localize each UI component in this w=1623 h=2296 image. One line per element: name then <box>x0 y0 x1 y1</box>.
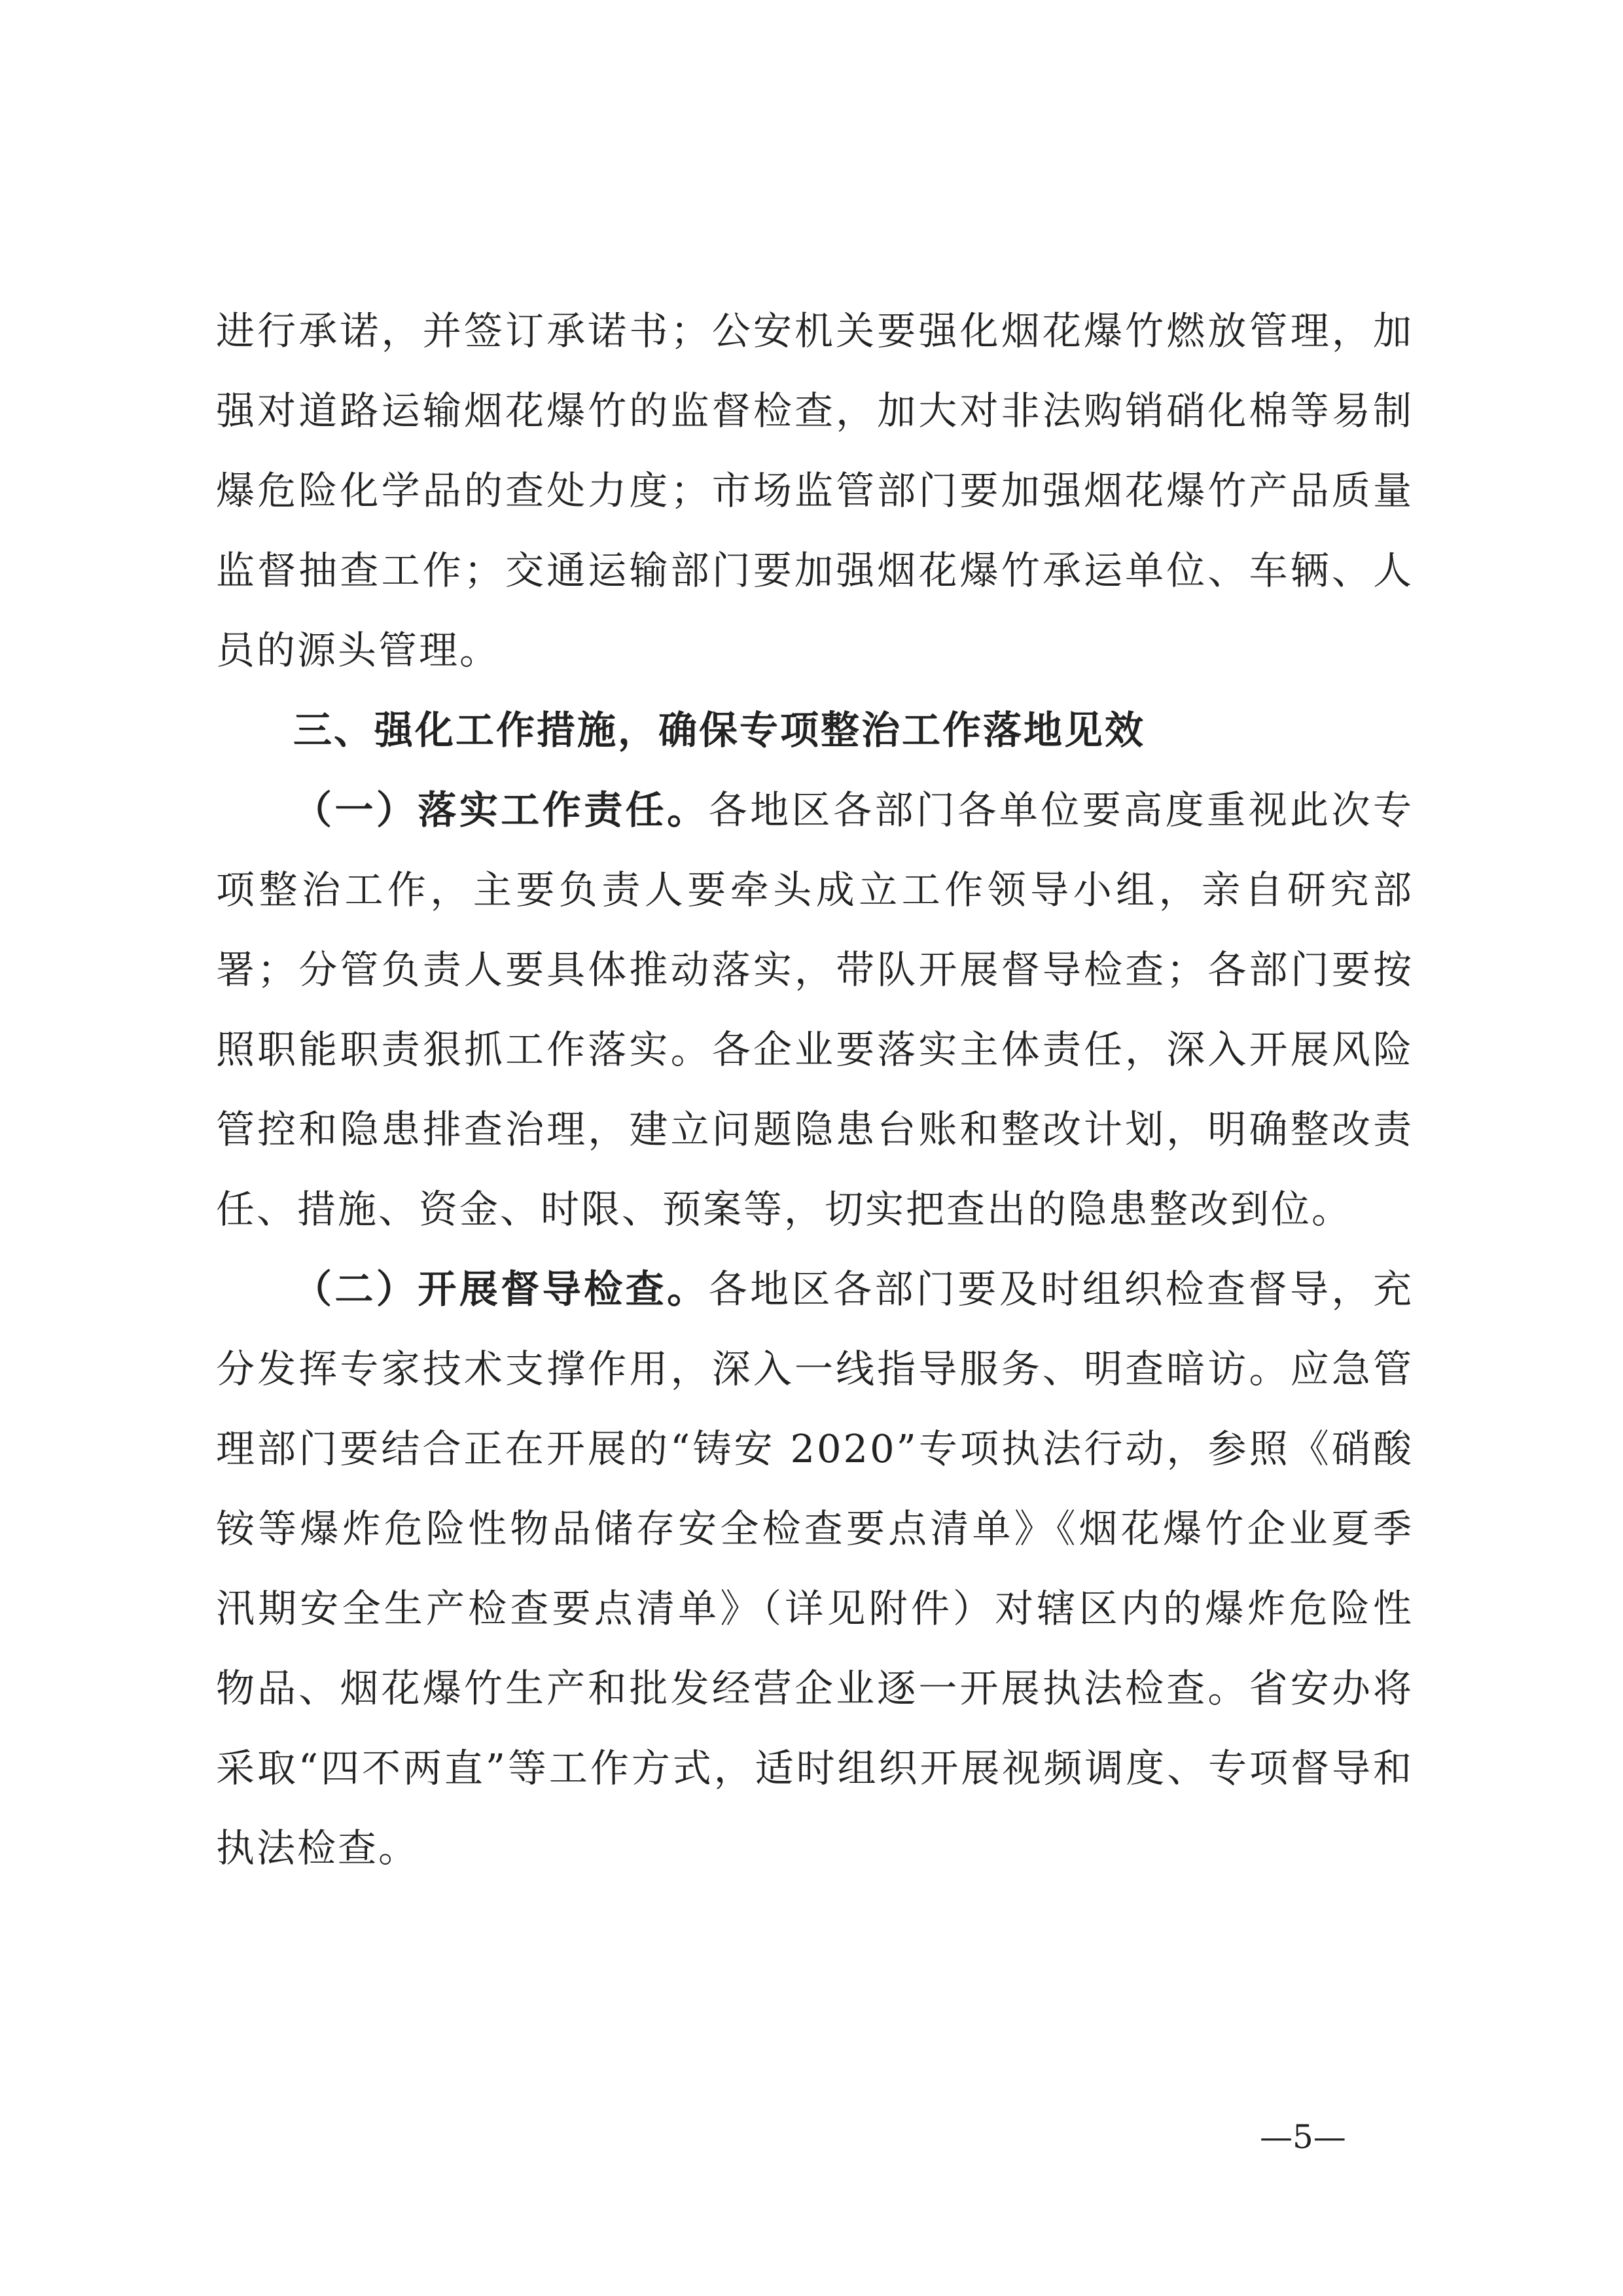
paragraph-supervision-inspection <box>216 1249 1414 1888</box>
document-body <box>216 291 1414 1888</box>
section-heading-three: 三、强化工作措施，确保专项整治工作落地见效 <box>293 708 1146 753</box>
paragraph-text: 各地区各部门各单位要高度重视此次专项整治工作，主要负责人要牵头成立工作领导小组，亲自研究部署；分管负责人要具体推动落实，带队开展督导检查；各部门要按照职能职责狠抓工作落实。各企业要落实主体责任，深入开展风险管控和隐患排查治理，建立问题隐患台账和整改计划，明确整改责任、措施、资金、时限、预案等，切实把查出的隐患整改到位。 <box>216 787 1414 1232</box>
paragraph-text: 进行承诺，并签订承诺书；公安机关要强化烟花爆竹燃放管理，加强对道路运输烟花爆竹的监督检查，加大对非法购销硝化棉等易制爆危险化学品的查处力度；市场监管部门要加强烟花爆竹产品质量监督抽查工作；交通运输部门要加强烟花爆竹承运单位、车辆、人员的源头管理。 <box>216 308 1414 673</box>
paragraph-work-responsibility <box>216 770 1414 1249</box>
page-number: —5— <box>1260 2118 1346 2156</box>
paragraph-text: 各地区各部门要及时组织检查督导，充分发挥专家技术支撑作用，深入一线指导服务、明查暗访。应急管理部门要结合正在开展的“铸安 2020”专项执法行动，参照《硝酸铵等爆炸危险性物品储存安全检查要点清单》《烟花爆竹企业夏季汛期安全生产检查要点清单》（详见附件）对辖区内的爆炸危险性物品、烟花爆竹生产和批发经营企业逐一开展执法检查。省安办将采取“四不两直”等工作方式，适时组织开展视频调度、专项督导和执法检查。 <box>216 1266 1414 1871</box>
paragraph-lead: （二）开展督导检查。 <box>293 1266 709 1312</box>
paragraph-lead: （一）落实工作责任。 <box>293 787 709 833</box>
paragraph-continuation <box>216 291 1414 691</box>
